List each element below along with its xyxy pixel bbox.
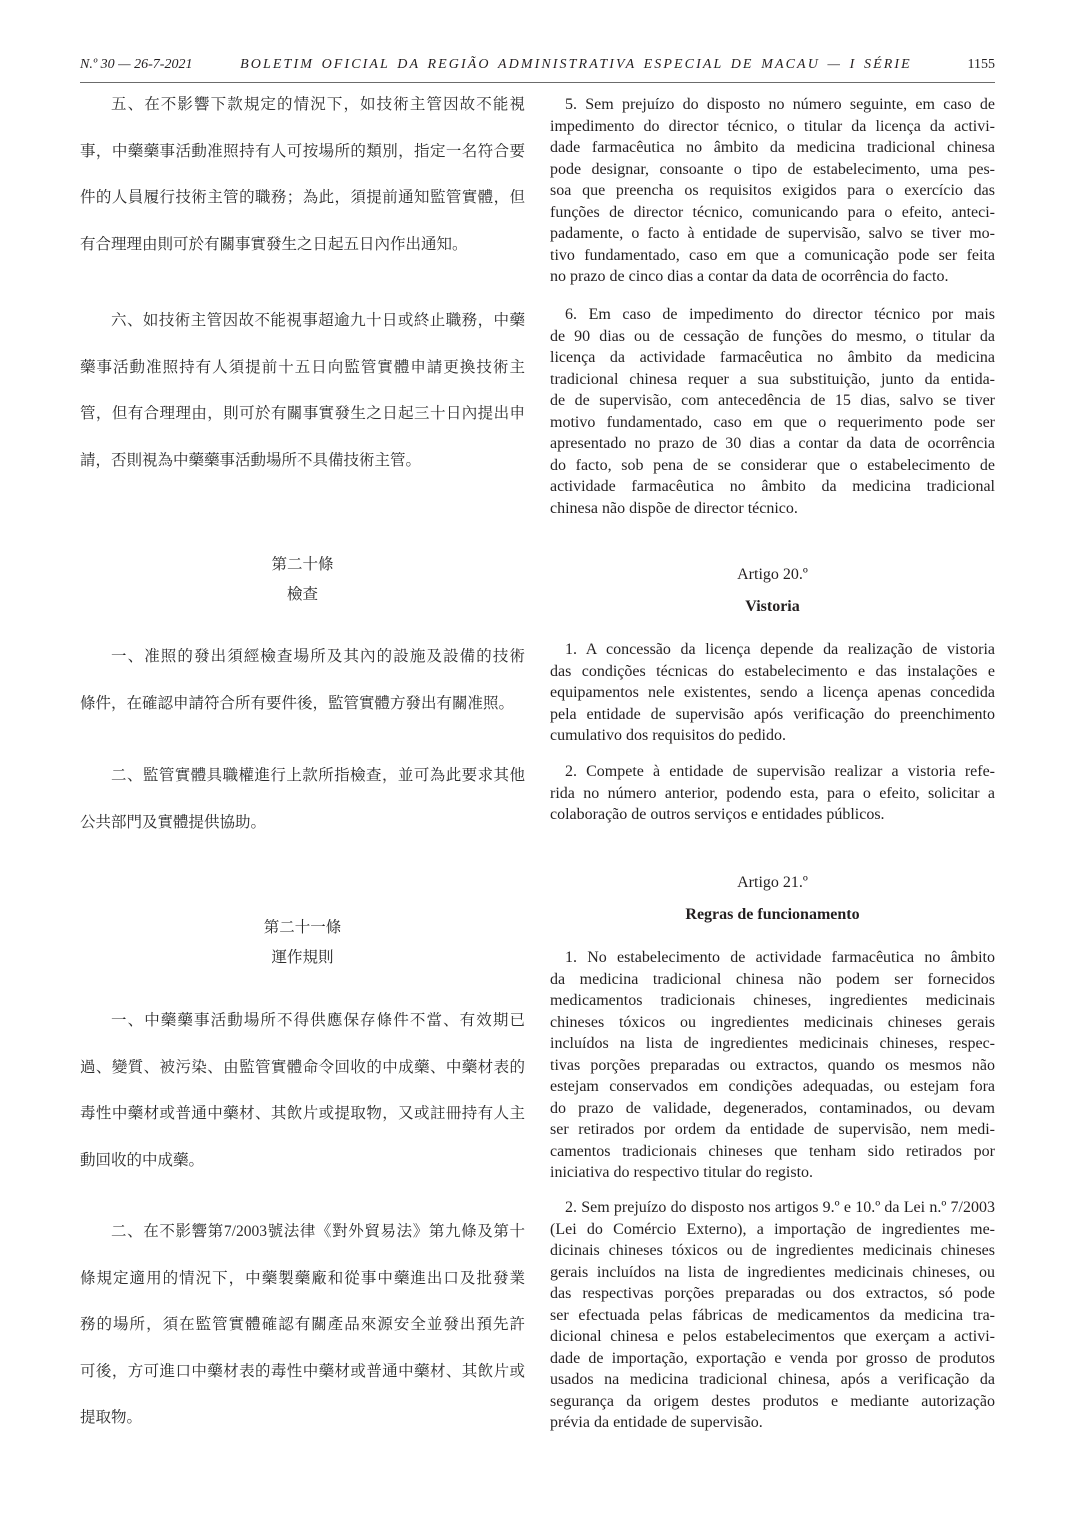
- paragraph-zh-art19-6: [80, 298, 525, 484]
- text-line: 二、在不影響第7/2003號法律《對外貿易法》第九條及第十: [111, 1223, 525, 1240]
- paragraph-zh-art19-5: [80, 82, 525, 268]
- text-line: 1. No estabelecimento de actividade farmacêutica no âmbito: [565, 949, 995, 966]
- text-line: 過、變質、被污染、由監管實體命令回收的中成藥、中藥材表的: [80, 1058, 525, 1076]
- text-line: 一、中藥藥事活動場所不得供應保存條件不當、有效期已: [111, 1012, 525, 1029]
- text-line: 條件，在確認申請符合所有要件後，監管實體方發出有關准照。: [80, 694, 515, 712]
- article-number-pt-21: Artigo 21.º: [737, 874, 808, 891]
- paragraph-zh-art21-2: [80, 1209, 525, 1442]
- text-line: estejam conservados em condições adequadas, ou estejam fora: [550, 1078, 995, 1095]
- gazette-title: BOLETIM OFICIAL DA REGIÃO ADMINISTRATIVA ESPECIAL DE MACAU — I SÉRIE: [240, 57, 912, 72]
- text-line: 6. Em caso de impedimento do director técnico por mais: [565, 306, 995, 323]
- article-title-pt-21: Regras de funcionamento: [685, 906, 860, 923]
- text-line: 管，但有合理理由，則可於有關事實發生之日起三十日內提出申: [80, 405, 525, 422]
- paragraph-zh-art20-2: [80, 753, 525, 846]
- text-line: camentos tradicionais chineses que tenham sido retirados por: [550, 1142, 995, 1160]
- paragraph-pt-art21-2: [550, 1197, 995, 1434]
- paragraph-pt-art20-2: [550, 761, 995, 826]
- issue-number-date: N.º 30 — 26-7-2021: [80, 57, 193, 72]
- text-line: gerais incluídos na lista de ingredientes medicinais chineses, ou: [550, 1263, 995, 1281]
- paragraph-pt-art21-1: [550, 947, 995, 1184]
- text-line: 提取物。: [80, 1409, 143, 1426]
- text-line: 請，否則視為中藥藥事活動場所不具備技術主管。: [80, 451, 422, 469]
- text-line: no prazo de cinco dias a contar da data de ocorrência do facto.: [550, 268, 949, 285]
- text-line: (Lei do Comércio Externo), a importação de ingredientes me-: [550, 1220, 995, 1238]
- text-line: tradicional chinesa requer a sua substituição, junto da entida-: [550, 370, 995, 388]
- text-line: dade farmacêutica no âmbito da medicina tradicional chinesa: [550, 139, 995, 156]
- text-line: 條規定適用的情況下，中藥製藥廠和從事中藥進出口及批發業: [80, 1269, 525, 1287]
- text-line: padamente, o facto à entidade de supervisão, salvo se tiver mo-: [550, 225, 995, 242]
- text-line: 2. Compete à entidade de supervisão realizar a vistoria refe-: [565, 763, 995, 780]
- text-line: soa que preencha os requisitos exigidos para o exercício das: [550, 182, 995, 199]
- paragraph-zh-art21-1: [80, 998, 525, 1184]
- text-line: funções de director técnico, comunicando para o efeito, anteci-: [550, 203, 995, 221]
- text-line: 件的人員履行技術主管的職務；為此，須提前通知監管實體，但: [80, 189, 525, 206]
- text-line: 事，中藥藥事活動准照持有人可按場所的類別，指定一名符合要: [80, 142, 525, 160]
- text-line: licença da actividade farmacêutica no âmbito da medicina: [550, 349, 995, 366]
- text-line: pode designar, consoante o tipo de estabelecimento, uma pes-: [550, 160, 995, 178]
- text-line: 毒性中藥材或普通中藥材、其飲片或提取物，又或註冊持有人主: [80, 1105, 525, 1122]
- text-line: usados na medicina tradicional chinesa, após a verificação da: [550, 1371, 995, 1388]
- text-line: ser efectuada pelas fábricas de medicamentos da medicina tra-: [550, 1306, 995, 1324]
- text-line: de de supervisão, com antecedência de 15 dias, salvo se tiver: [550, 392, 995, 409]
- text-line: tivas porções preparadas ou extractos, quando os mesmos não: [550, 1056, 995, 1074]
- paragraph-pt-art20-1: [550, 639, 995, 747]
- paragraph-pt-art19-5: [550, 94, 995, 288]
- article-title-zh-21: 運作規則: [271, 949, 334, 966]
- text-line: 五、在不影響下款規定的情況下，如技術主管因故不能視: [111, 96, 525, 113]
- text-line: dade de importação, exportação e venda por grosso de produtos: [550, 1349, 995, 1367]
- text-line: cumulativo dos requisitos do pedido.: [550, 727, 786, 744]
- text-line: 5. Sem prejuízo do disposto no número seguinte, em caso de: [565, 96, 995, 113]
- text-line: 1. A concessão da licença depende da realização de vistoria: [565, 641, 995, 658]
- article-title-pt-20: Vistoria: [745, 598, 800, 615]
- text-line: colaboração de outros serviços e entidades públicos.: [550, 806, 885, 823]
- text-line: equipamentos nele existentes, sendo a licença apenas concedida: [550, 684, 995, 701]
- article-number-zh-20: 第二十條: [271, 556, 334, 573]
- text-line: impedimento do director técnico, o titular da licença da activi-: [550, 117, 995, 135]
- text-line: 公共部門及實體提供協助。: [80, 813, 267, 831]
- paragraph-zh-art20-1: [80, 634, 525, 727]
- paragraph-pt-art19-6: [550, 304, 995, 519]
- text-line: iniciativa do respectivo titular do registo.: [550, 1164, 814, 1181]
- text-line: 二、監管實體具職權進行上款所指檢查，並可為此要求其他: [111, 767, 525, 784]
- text-line: de 90 dias ou de cessação de funções do mesmo, o titular da: [550, 327, 995, 345]
- text-line: 一、准照的發出須經檢查場所及其內的設施及設備的技術: [111, 648, 525, 665]
- text-line: 動回收的中成藥。: [80, 1151, 205, 1169]
- text-line: tivo fundamentado, caso em que a comunicação pode ser feita: [550, 246, 995, 264]
- article-number-pt-20: Artigo 20.º: [737, 566, 808, 583]
- text-line: dicional chinesa e pelos estabelecimentos que exerçam a activi-: [550, 1328, 995, 1345]
- text-line: 有合理理由則可於有關事實發生之日起五日內作出通知。: [80, 235, 468, 253]
- text-line: incluídos na lista de ingredientes medicinais chineses, respec-: [550, 1035, 995, 1052]
- text-line: da medicina tradicional chinesa não podem ser fornecidos: [550, 970, 995, 988]
- text-line: 藥事活動准照持有人須提前十五日向監管實體申請更換技術主: [80, 358, 525, 376]
- text-line: 務的場所，須在監管實體確認有關產品來源安全並發出預先許: [80, 1316, 525, 1333]
- text-line: apresentado no prazo de 30 dias a contar da data de ocorrência: [550, 435, 995, 452]
- text-line: das respectivas porções preparadas ou dos extractos, só pode: [550, 1285, 995, 1302]
- text-line: motivo fundamentado, caso em que o requerimento pode ser: [550, 413, 995, 431]
- text-line: actividade farmacêutica no âmbito da medicina tradicional: [550, 478, 995, 495]
- page-number: 1155: [967, 57, 995, 72]
- text-line: segurança da origem destes produtos e mediante autorização: [550, 1392, 995, 1410]
- text-line: das condições técnicas do estabelecimento e das instalações e: [550, 662, 995, 680]
- text-line: medicamentos tradicionais chineses, ingredientes medicinais: [550, 992, 995, 1009]
- text-line: rida no número anterior, podendo esta, para o efeito, solicitar a: [550, 784, 995, 802]
- text-line: chineses tóxicos ou ingredientes medicinais chineses gerais: [550, 1013, 995, 1031]
- text-line: 六、如技術主管因故不能視事超逾九十日或終止職務，中藥: [111, 312, 525, 329]
- text-line: chinesa não dispõe de director técnico.: [550, 499, 798, 517]
- portuguese-column: [550, 0, 995, 1540]
- text-line: dicinais chineses tóxicos ou de ingredientes medicinais chineses: [550, 1242, 995, 1259]
- text-line: ser retirados por ordem da entidade de supervisão, nem medi-: [550, 1121, 995, 1138]
- article-title-zh-20: 檢查: [286, 586, 318, 603]
- text-line: do facto, sob pena de se considerar que o estabelecimento de: [550, 456, 995, 474]
- text-line: pela entidade de supervisão após verificação do preenchimento: [550, 705, 995, 723]
- text-line: 可後，方可進口中藥材表的毒性中藥材或普通中藥材、其飲片或: [80, 1362, 525, 1380]
- text-line: 2. Sem prejuízo do disposto nos artigos 9.º e 10.º da Lei n.º 7/2003: [565, 1199, 995, 1216]
- text-line: prévia da entidade de supervisão.: [550, 1414, 763, 1431]
- article-number-zh-21: 第二十一條: [263, 919, 342, 936]
- text-line: do prazo de validade, degenerados, contaminados, ou devam: [550, 1099, 995, 1117]
- chinese-column: [80, 0, 525, 1540]
